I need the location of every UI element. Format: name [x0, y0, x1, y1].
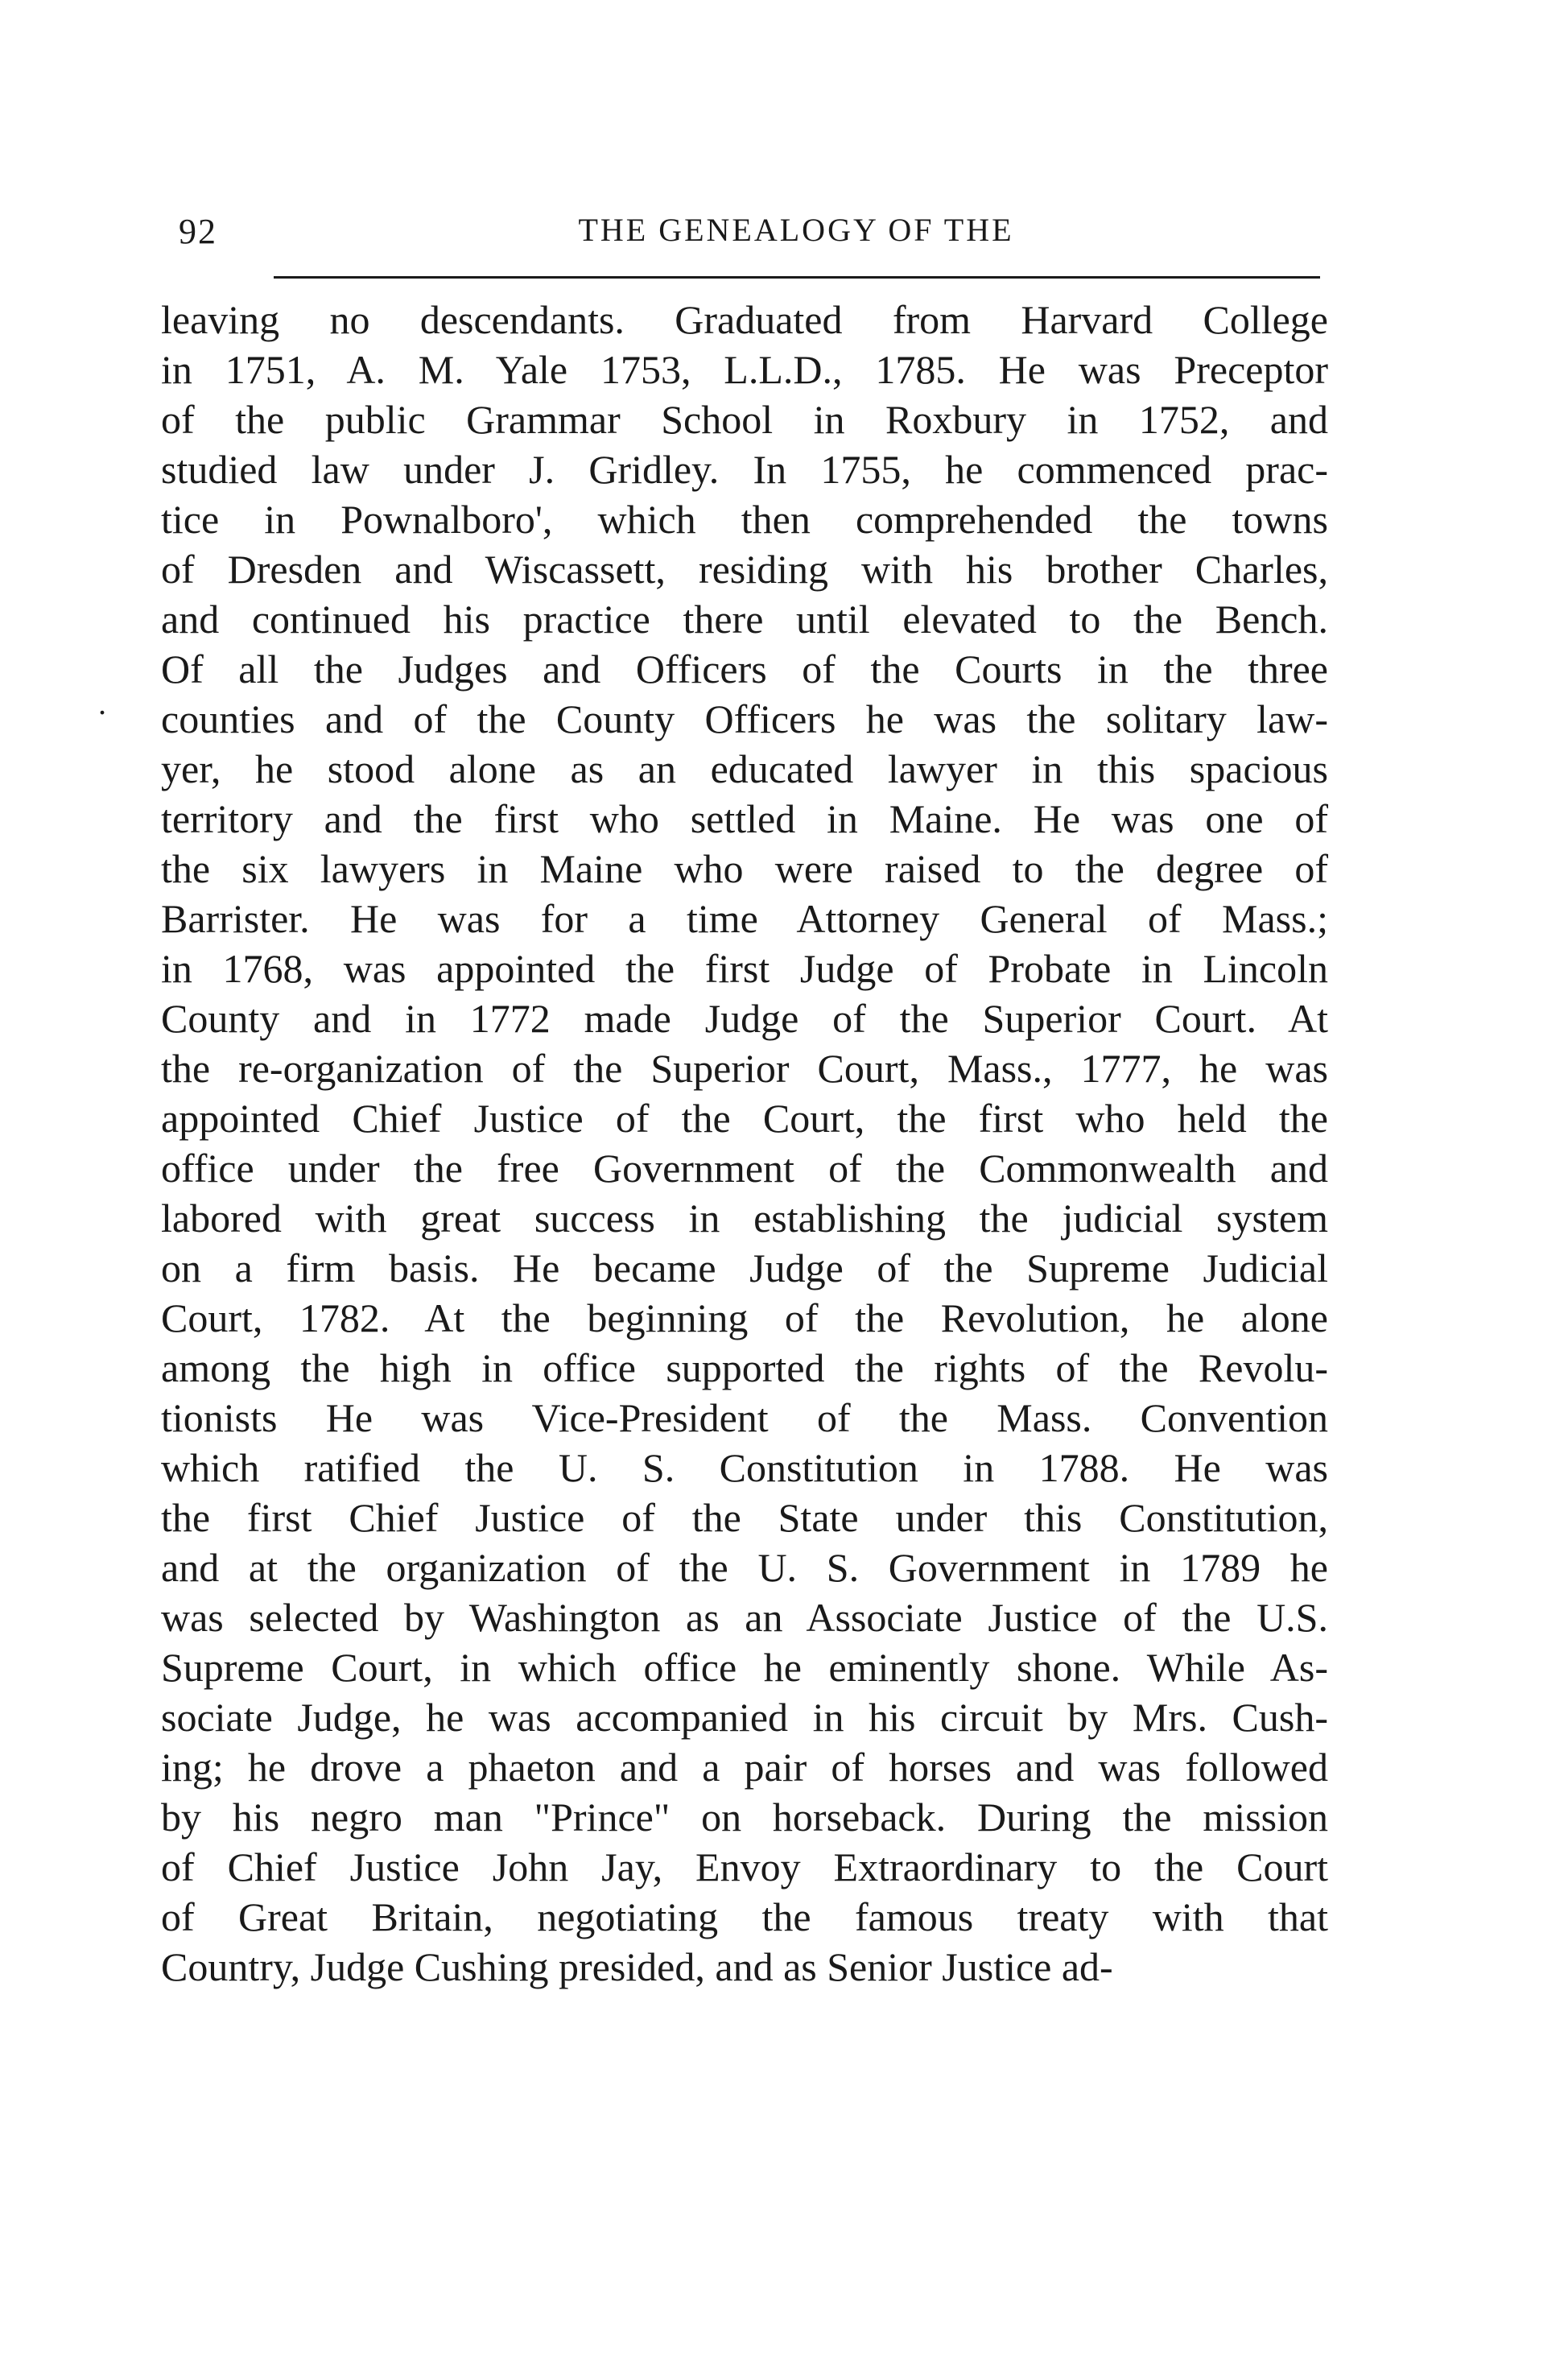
- text-line: counties and of the County Officers he was the solitary law-: [161, 696, 1328, 741]
- text-line: the six lawyers in Maine who were raised to the degree of: [161, 846, 1328, 891]
- text-line: studied law under J. Gridley. In 1755, he commenced prac-: [161, 447, 1328, 492]
- header-rule: [274, 276, 1320, 279]
- text-line: among the high in office supported the rights of the Revolu-: [161, 1345, 1328, 1390]
- text-line: the first Chief Justice of the State under this Constitution,: [161, 1495, 1328, 1540]
- text-line: leaving no descendants. Graduated from Harvard College: [161, 297, 1328, 342]
- text-line: of Great Britain, negotiating the famous treaty with that: [161, 1894, 1328, 1939]
- running-head: THE GENEALOGY OF THE: [578, 212, 1014, 248]
- text-line: Supreme Court, in which office he eminently shone. While As-: [161, 1645, 1328, 1690]
- text-line: labored with great success in establishing the judicial system: [161, 1196, 1328, 1241]
- text-line: in 1768, was appointed the first Judge of Probate in Lincoln: [161, 946, 1328, 991]
- text-line: tionists He was Vice-President of the Mass. Convention: [161, 1395, 1328, 1440]
- text-line: Court, 1782. At the beginning of the Revolution, he alone: [161, 1295, 1328, 1340]
- text-line: yer, he stood alone as an educated lawyer in this spacious: [161, 746, 1328, 791]
- text-line: of Dresden and Wiscassett, residing with his brother Charles,: [161, 547, 1328, 592]
- text-line: sociate Judge, he was accompanied in his circuit by Mrs. Cush-: [161, 1695, 1328, 1740]
- body-text: [161, 295, 1328, 1992]
- page-number: 92: [179, 212, 217, 251]
- text-line: appointed Chief Justice of the Court, the first who held the: [161, 1096, 1328, 1141]
- text-line: territory and the first who settled in Maine. He was one of: [161, 796, 1328, 841]
- text-line: tice in Pownalboro', which then comprehended the towns: [161, 497, 1328, 542]
- text-line: was selected by Washington as an Associate Justice of the U.S.: [161, 1595, 1328, 1640]
- text-line: on a firm basis. He became Judge of the Supreme Judicial: [161, 1245, 1328, 1291]
- text-line: and continued his practice there until elevated to the Bench.: [161, 597, 1328, 642]
- margin-mark: .: [98, 685, 106, 721]
- text-line: and at the organization of the U. S. Government in 1789 he: [161, 1545, 1328, 1590]
- text-line: Of all the Judges and Officers of the Courts in the three: [161, 646, 1328, 692]
- text-line: which ratified the U. S. Constitution in 1788. He was: [161, 1445, 1328, 1490]
- text-line: of the public Grammar School in Roxbury in 1752, and: [161, 397, 1328, 442]
- text-line: in 1751, A. M. Yale 1753, L.L.D., 1785. He was Preceptor: [161, 347, 1328, 392]
- text-line: the re-organization of the Superior Court, Mass., 1777, he was: [161, 1046, 1328, 1091]
- text-line: of Chief Justice John Jay, Envoy Extraordinary to the Court: [161, 1844, 1328, 1889]
- text-line: by his negro man "Prince" on horseback. During the mission: [161, 1794, 1328, 1840]
- text-line: County and in 1772 made Judge of the Superior Court. At: [161, 996, 1328, 1041]
- text-line: office under the free Government of the Commonwealth and: [161, 1146, 1328, 1191]
- text-line: Country, Judge Cushing presided, and as Senior Justice ad-: [161, 1944, 1113, 1989]
- text-line: Barrister. He was for a time Attorney General of Mass.;: [161, 896, 1328, 941]
- text-line: ing; he drove a phaeton and a pair of horses and was followed: [161, 1745, 1328, 1790]
